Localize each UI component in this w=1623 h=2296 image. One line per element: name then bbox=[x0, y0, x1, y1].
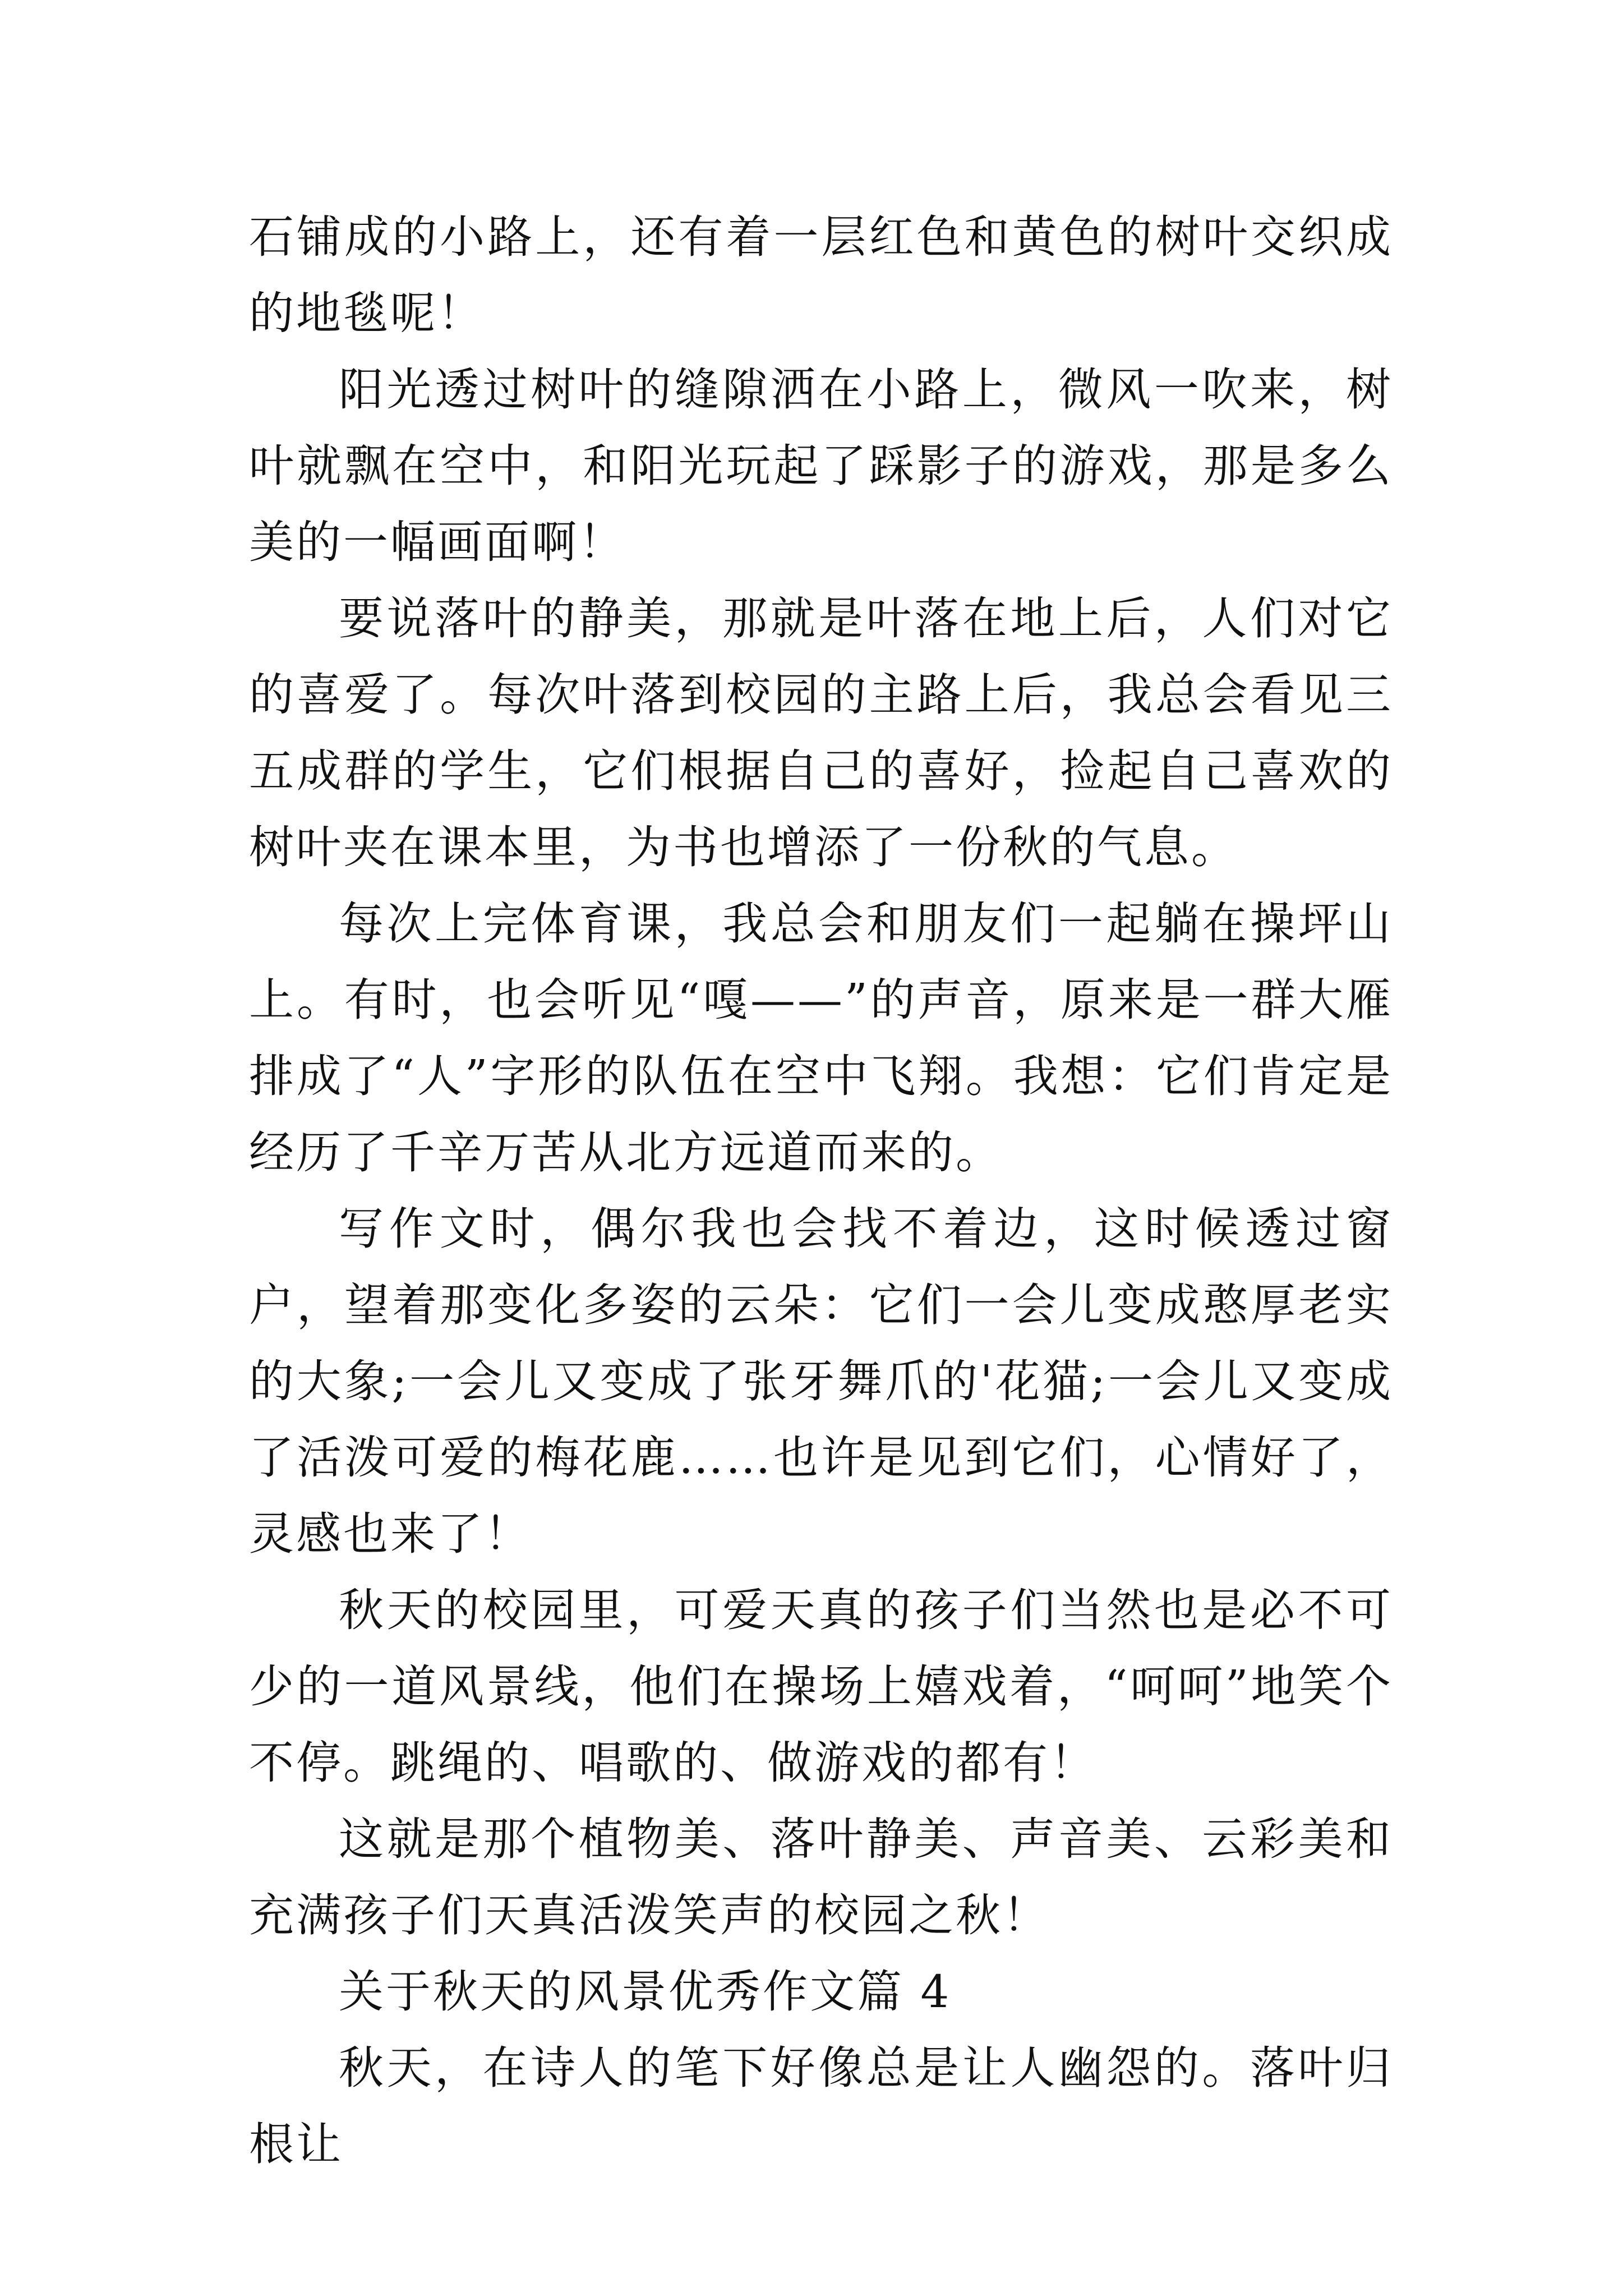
paragraph-4: 每次上完体育课，我总会和朋友们一起躺在操坪山上。有时，也会听见“嘎——”的声音，原来是一群大雁排成了“人”字形的队伍在空中飞翔。我想：它们肯定是经历了千辛万苦从北方远道而来的。 bbox=[249, 898, 1393, 1179]
paragraph-7: 这就是那个植物美、落叶静美、声音美、云彩美和充满孩子们天真活泼笑声的校园之秋！ bbox=[249, 1813, 1393, 1941]
paragraph-8: 秋天，在诗人的笔下好像总是让人幽怨的。落叶归根让 bbox=[249, 2042, 1393, 2170]
section-heading: 关于秋天的风景优秀作文篇 4 bbox=[339, 1966, 952, 2018]
paragraph-5: 写作文时，偶尔我也会找不着边，这时候透过窗户，望着那变化多姿的云朵：它们一会儿变成憨厚老实的大象;一会儿又变成了张牙舞爪的'花猫;一会儿又变成了活泼可爱的梅花鹿……也许是见到它们，心情好了，灵感也来了！ bbox=[249, 1203, 1393, 1560]
paragraph-3: 要说落叶的静美，那就是叶落在地上后，人们对它的喜爱了。每次叶落到校园的主路上后，我总会看见三五成群的学生，它们根据自己的喜好，捡起自己喜欢的树叶夹在课本里，为书也增添了一份秋的气息。 bbox=[249, 592, 1393, 873]
document-body bbox=[249, 199, 1393, 2183]
paragraph-1: 石铺成的小路上，还有着一层红色和黄色的树叶交织成的地毯呢！ bbox=[249, 211, 1393, 339]
paragraph-6: 秋天的校园里，可爱天真的孩子们当然也是必不可少的一道风景线，他们在操场上嬉戏着，“呵呵”地笑个不停。跳绳的、唱歌的、做游戏的都有！ bbox=[249, 1584, 1393, 1789]
paragraph-2: 阳光透过树叶的缝隙洒在小路上，微风一吹来，树叶就飘在空中，和阳光玩起了踩影子的游戏，那是多么美的一幅画面啊！ bbox=[249, 364, 1393, 568]
